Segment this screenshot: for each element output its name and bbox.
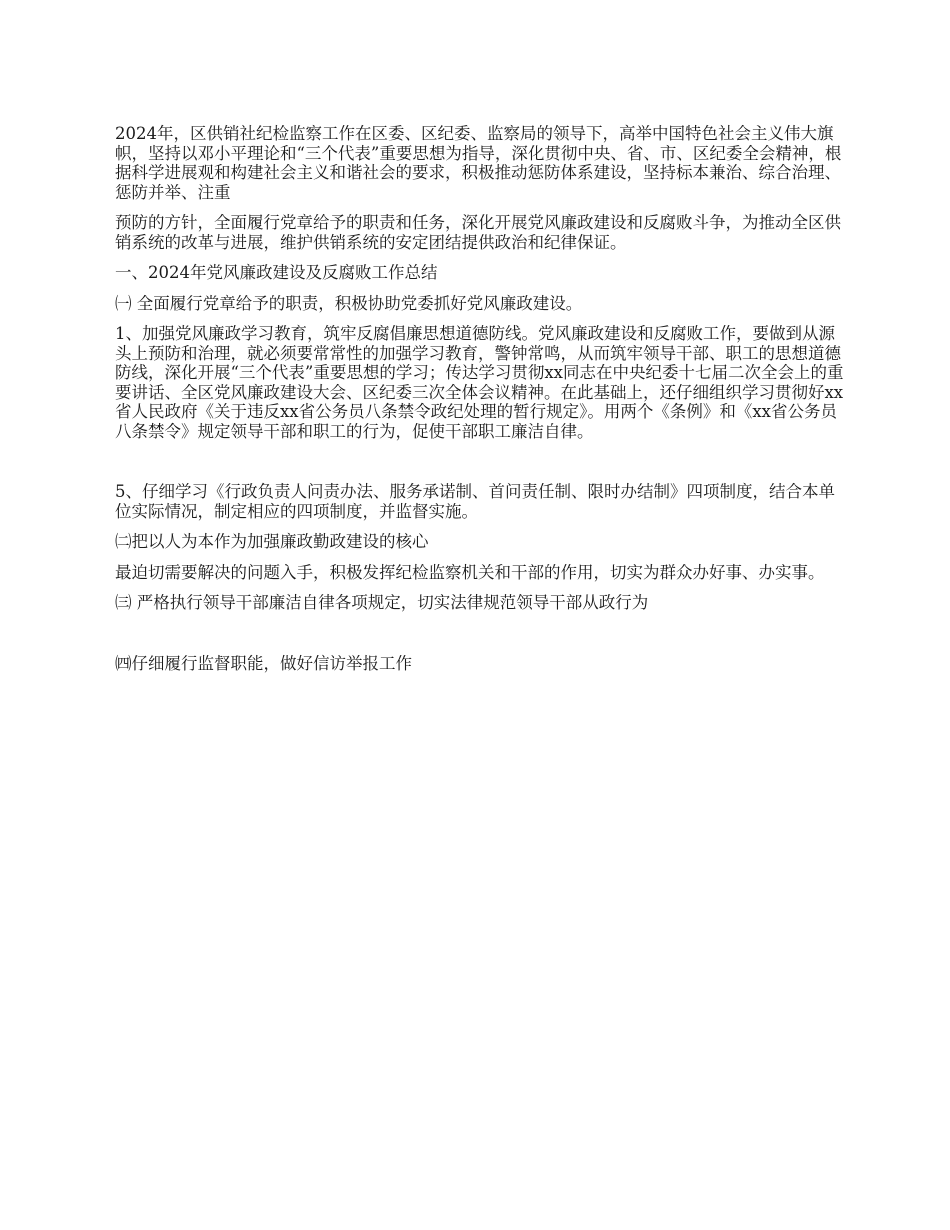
subsection-heading-3: ㈢ 严格执行领导干部廉洁自律各项规定，切实法律规范领导干部从政行为: [115, 593, 649, 612]
section-heading: 一、2024年党风廉政建设及反腐败工作总结: [115, 263, 438, 282]
subsection-heading-4: ㈣仔细履行监督职能，做好信访举报工作: [115, 653, 412, 673]
paragraph-intro-continued: 预防的方针，全面履行党章给予的职责和任务，深化开展党风廉政建设和反腐败斗争，为推动全区供销系统的改革与进展，维护供销系统的安定团结提供政治和纪律保证。: [115, 213, 841, 252]
subsection-heading-1: ㈠ 全面履行党章给予的职责，积极协助党委抓好党风廉政建设。: [115, 293, 583, 313]
document-body: [115, 124, 845, 684]
paragraph-item-5: 5、仔细学习《行政负责人问责办法、服务承诺制、首问责任制、限时办结制》四项制度，结合本单位实际情况，制定相应的四项制度，并监督实施。: [115, 482, 835, 521]
paragraph-item-1: 1、加强党风廉政学习教育，筑牢反腐倡廉思想道德防线。党风廉政建设和反腐败工作，要做到从源头上预防和治理，就必须要常常性的加强学习教育，警钟常鸣，从而筑牢领导干部、职工的思想道德防线，深化开展“三个代表”重要思想的学习；传达学习贯彻xx同志在中央纪委十七届二次全会上的重要讲话、全区党风廉政建设大会、区纪委三次全体会议精神。在此基础上，还仔细组织学习贯彻好xx省人民政府《关于违反xx省公务员八条禁令政纪处理的暂行规定》。用两个《条例》和《xx省公务员八条禁令》规定领导干部和职工的行为，促使干部职工廉洁自律。: [115, 324, 844, 441]
paragraph-subsection-2: 最迫切需要解决的问题入手，积极发挥纪检监察机关和干部的作用，切实为群众办好事、办实事。: [115, 562, 825, 582]
subsection-heading-2: ㈡把以人为本作为加强廉政勤政建设的核心: [115, 532, 429, 551]
paragraph-intro: 2024年，区供销社纪检监察工作在区委、区纪委、监察局的领导下，高举中国特色社会主义伟大旗帜，坚持以邓小平理论和“三个代表”重要思想为指导，深化贯彻中央、省、市、区纪委全会精神，根据科学进展观和构建社会主义和谐社会的要求，积极推动惩防体系建设，坚持标本兼治、综合治理、惩防并举、注重: [115, 124, 842, 202]
